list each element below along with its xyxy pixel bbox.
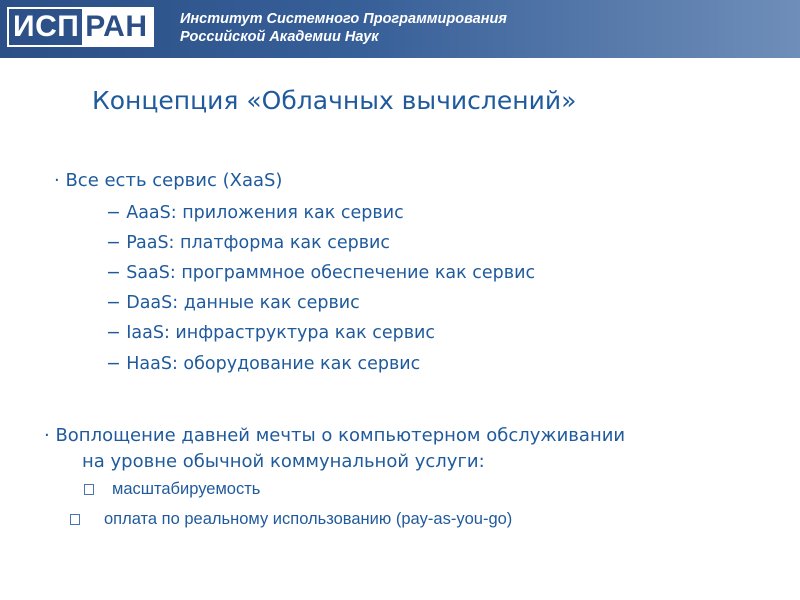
checkbox-square-icon <box>84 484 94 495</box>
checkbox-item-scalability <box>84 480 260 499</box>
logo-right-text: РАН <box>82 9 151 45</box>
header-bar <box>0 0 800 58</box>
sub-item-haas: − HaaS: оборудование как сервис <box>106 354 421 374</box>
slide-title: Концепция «Облачных вычислений» <box>92 86 577 115</box>
checkbox-item-pay-as-you-go <box>70 510 512 529</box>
ispran-logo <box>7 7 154 47</box>
institute-name <box>180 10 507 46</box>
sub-item-saas: − SaaS: программное обеспечение как сервис <box>106 263 536 283</box>
sub-item-daas: − DaaS: данные как сервис <box>106 293 360 313</box>
bullet-xaas: · Все есть сервис (XaaS) <box>54 170 283 191</box>
checkbox-square-icon <box>70 514 80 525</box>
sub-item-aaas: − AaaS: приложения как сервис <box>106 203 404 223</box>
checkbox-item-label: масштабируемость <box>112 480 261 498</box>
institute-line1: Институт Системного Программирования <box>180 11 507 27</box>
bullet-utility-line1: · Воплощение давней мечты о компьютерном обслуживании <box>44 425 626 446</box>
sub-item-iaas: − IaaS: инфраструктура как сервис <box>106 323 436 343</box>
sub-item-paas: − PaaS: платформа как сервис <box>106 233 391 253</box>
checkbox-item-label: оплата по реальному использованию (pay-as-you-go) <box>104 510 513 528</box>
bullet-utility-line2: на уровне обычной коммунальной услуги: <box>82 451 485 472</box>
institute-line2: Российской Академии Наук <box>180 29 379 45</box>
logo-left-text: ИСП <box>13 10 80 43</box>
